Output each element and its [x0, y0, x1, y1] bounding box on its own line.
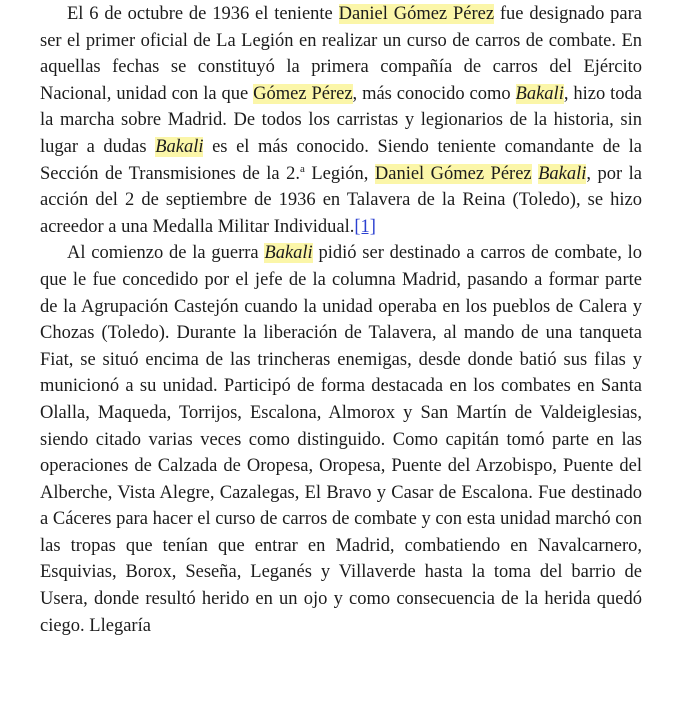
- highlighted-name: Daniel Gómez Pérez: [374, 163, 532, 184]
- text-run: fue designado para ser el primer oficial de La Legión en realizar un curso de carros de combate. En aquellas fechas se constituyó la primera compañía de carros del Ejército Nacional, unidad con la que: [40, 4, 642, 104]
- text-run: , hizo toda la marcha sobre Madrid. De todos los carristas y legionarios de la historia, sin lugar a dudas: [40, 83, 643, 157]
- text-run: Legión,: [304, 163, 375, 184]
- highlighted-nickname: Bakali: [155, 136, 204, 157]
- paragraph: [40, 1, 642, 240]
- text-run: pidió ser destinado a carros de combate, lo que le fue concedido por el jefe de la columna Madrid, pasando a formar parte de la Agrupación Castejón cuando la unidad operaba en los pueblos de Calera y Chozas (Toledo). Durante la liberación de Talavera, al mando de una tanqueta Fiat, se situó encima de las trincheras enemigas, desde donde batió sus filas y municionó a su unidad. Participó de forma destacada en los combates en Santa Olalla, Maqueda, Torrijos, Escalona, Almorox y San Martín de Valdeiglesias, siendo citado varias veces como distinguido. Como capitán tomó parte en las operaciones de Calzada de Oropesa, Oropesa, Puente del Arzobispo, Puente del Alberche, Vista Alegre, Cazalegas, El Bravo y Casar de Escalona. Fue destinado a Cáceres para hacer el curso de carros de combate y con esta unidad marchó con las tropas que tenían que entrar en Madrid, combatiendo en Navalcarnero, Esquivias, Borox, Seseña, Leganés y Villaverde hasta la toma del barrio de Usera, donde resultó herido en un ojo y como consecuencia de la herida quedó ciego. Llegaría: [40, 243, 642, 636]
- highlighted-name: Daniel Gómez Pérez: [338, 4, 495, 24]
- highlighted-nickname: Bakali: [538, 163, 587, 184]
- highlighted-nickname: Bakali: [264, 243, 313, 264]
- ordinal-superscript: a: [300, 162, 305, 175]
- footnote-link[interactable]: [1]: [354, 216, 376, 237]
- highlighted-name: Gómez Pérez: [253, 83, 353, 104]
- text-run: es el más conocido. Siendo teniente comandante de la Sección de Transmisiones de la 2.: [40, 136, 642, 184]
- highlighted-nickname: Bakali: [515, 83, 564, 104]
- text-run: Al comienzo de la guerra: [67, 243, 265, 264]
- text-run: El 6 de octubre de 1936 el teniente: [67, 4, 339, 24]
- text-run: , por la acción del 2 de septiembre de 1936 en Talavera de la Reina (Toledo), se hizo acreedor a una Medalla Militar Individual.: [40, 163, 643, 237]
- text-run: , más conocido como: [352, 83, 516, 104]
- paragraph: [40, 240, 642, 639]
